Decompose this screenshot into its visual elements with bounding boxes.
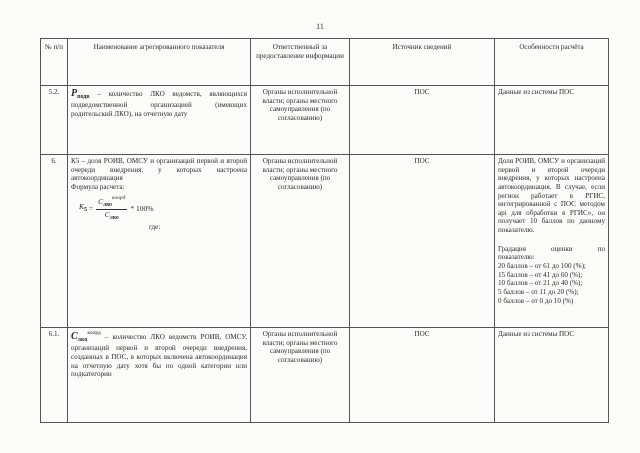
responsible-cell: Органы исполнительной власти; органы местного самоуправления (по согласованию) — [251, 155, 350, 328]
formula-fraction — [96, 195, 127, 223]
responsible-cell: Органы исполнительной власти; органы местного самоуправления (по согласованию) — [251, 86, 350, 155]
table-header-row — [41, 39, 609, 86]
indicator-name-cell — [68, 328, 251, 423]
header-source: Источник сведений — [350, 39, 495, 86]
header-name: Наименование агрегированного показателя — [68, 39, 251, 86]
grading-title: Градация оценки по — [498, 244, 605, 253]
indicator-description: – количество ЛКО ведомств, являющихся подведомственной организацией (имеющих родительский ЛКО), на отчетную дату — [71, 90, 247, 118]
calc-description: Доля РОИВ, ОМСУ и организаций первой и второй очереди внедрения, у которых настроена автокоординация. В случае, если регион работает в РГИС, интегрированной с ПОС методом api для обработки в РГИС», он получает 10 баллов по данному показателю. — [498, 157, 605, 235]
formula: $K_5$ = $\frac{C_{лко}^{коорд}}{C_{лко}}$ * 100% — [79, 194, 154, 221]
header-responsible: Ответственный за предоставление информации — [251, 39, 350, 86]
indicator-table — [40, 38, 609, 423]
formula-multiplier: * 100% — [130, 203, 154, 213]
indicator-name-cell — [68, 155, 251, 328]
source-cell: ПОС — [350, 155, 495, 328]
indicator-symbol-subscript: подв — [77, 94, 90, 100]
header-num: № п/п — [41, 39, 68, 86]
indicator-name-cell — [68, 86, 251, 155]
indicator-description: К5 – доля РОИВ, ОМСУ и организаций первой и второй очереди внедрения, у которых настроена автокоординация — [71, 157, 247, 183]
indicator-description: – количество ЛКО ведомств РОИВ, ОМСУ, организаций первой и второй очереди внедрения, созданных в ПОС, в которых включена автокоординация на отчетную дату хотя бы по одной категории или подкатегории — [71, 333, 247, 379]
indicator-symbol: P — [71, 88, 78, 99]
responsible-cell: Органы исполнительной власти; органы местного самоуправления (по согласованию) — [251, 328, 350, 423]
grading-item: 15 баллов – от 41 до 60 (%); — [498, 270, 583, 279]
formula-numerator: $C_{лко}^{коорд}$ — [96, 195, 127, 210]
page-number: 11 — [316, 22, 324, 31]
source-cell: ПОС — [350, 86, 495, 155]
formula-lhs: $K_5$ — [79, 202, 88, 214]
indicator-symbol-subscript: лко — [77, 337, 88, 343]
row-number: 6. — [41, 155, 68, 328]
formula-label: Формула расчета: — [71, 182, 125, 191]
grading-item: 20 баллов – от 61 до 100 (%); — [498, 262, 586, 271]
table-row — [41, 155, 609, 328]
grading-item: 0 баллов – от 0 до 10 (%) — [498, 296, 574, 305]
calc-cell: Данные из системы ПОС — [495, 328, 609, 423]
formula-where: где: — [149, 223, 161, 232]
grading-title-cont: показателю: — [498, 253, 535, 262]
indicator-symbol-superscript: коорд — [87, 330, 101, 336]
calc-cell: Данные из системы ПОС — [495, 86, 609, 155]
row-number: 6.1. — [41, 328, 68, 423]
table-row — [41, 328, 609, 423]
formula-denominator: $C_{лко}$ — [104, 209, 119, 221]
table-row — [41, 86, 609, 155]
calc-cell — [495, 155, 609, 328]
grading-item: 10 баллов – от 21 до 40 (%); — [498, 279, 583, 288]
header-calc: Особенности расчёта — [495, 39, 609, 86]
source-cell: ПОС — [350, 328, 495, 423]
row-number: 5.2. — [41, 86, 68, 155]
indicator-symbol: C — [71, 331, 78, 342]
grading-item: 5 баллов – от 11 до 20 (%); — [498, 287, 579, 296]
